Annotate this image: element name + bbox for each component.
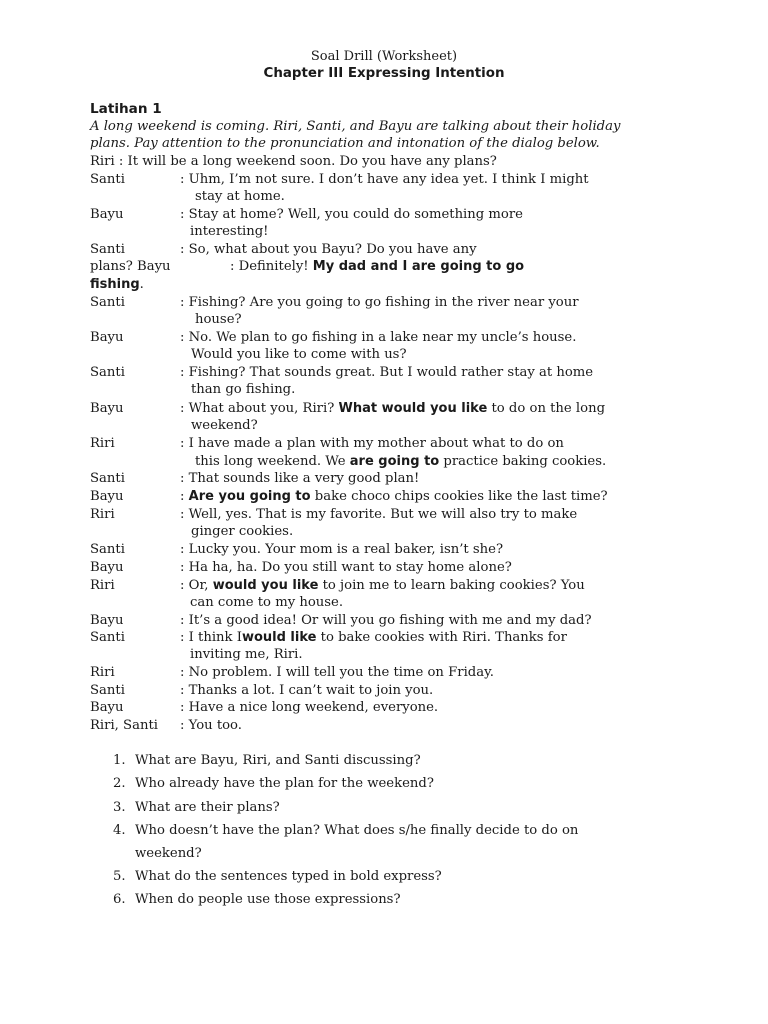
- dialog-line: [90, 578, 585, 596]
- dialog-line: [90, 507, 578, 525]
- bold-expression: Are you going to: [188, 489, 311, 504]
- chapter-title: Chapter III Expressing Intention: [263, 66, 505, 81]
- bold-expression: fishing: [90, 277, 140, 292]
- speaker: Santi: [90, 630, 125, 645]
- speaker: Riri: [90, 436, 115, 451]
- speaker: Bayu: [90, 560, 124, 575]
- bold-expression: are going to: [349, 454, 440, 469]
- intro-line-1: A long weekend is coming. Riri, Santi, and Bayu are talking about their holiday: [90, 119, 621, 134]
- utterance: inviting me, Riri.: [190, 647, 303, 662]
- speaker: Santi: [90, 172, 125, 187]
- speaker: Santi: [90, 683, 125, 698]
- utterance: weekend?: [191, 418, 258, 433]
- utterance: : Or,: [180, 578, 209, 593]
- utterance: : Ha ha, ha. Do you still want to stay home alone?: [180, 560, 512, 575]
- utterance: .: [139, 277, 144, 292]
- utterance: bake choco chips cookies like the last time?: [314, 489, 608, 504]
- utterance: : Uhm, I’m not sure. I don’t have any idea yet. I think I might: [180, 172, 589, 187]
- utterance: : No. We plan to go fishing in a lake near my uncle’s house.: [180, 330, 577, 345]
- utterance: : You too.: [180, 718, 242, 733]
- speaker: Riri: [90, 578, 115, 593]
- utterance: practice baking cookies.: [443, 454, 607, 469]
- speaker: Bayu: [90, 207, 124, 222]
- dialog-line: [90, 207, 523, 225]
- document-title: Soal Drill (Worksheet): [310, 49, 458, 64]
- section-heading: Latihan 1: [90, 101, 162, 117]
- utterance: : Definitely!: [230, 259, 309, 274]
- speaker: Santi: [90, 471, 125, 486]
- dialog-line: [90, 172, 589, 190]
- utterance: plans? Bayu: [90, 259, 171, 274]
- utterance: : Fishing? Are you going to go fishing in the river near your: [180, 295, 579, 310]
- speaker: Riri, Santi: [90, 718, 158, 733]
- dialog-line: [90, 242, 477, 260]
- utterance: :: [180, 489, 185, 504]
- dialog-line: [90, 542, 504, 560]
- utterance: : So, what about you Bayu? Do you have any: [180, 242, 477, 257]
- utterance: : Well, yes. That is my favorite. But we will also try to make: [180, 507, 578, 522]
- dialog-line: [90, 471, 420, 489]
- dialog-line: [90, 560, 512, 578]
- utterance: : That sounds like a very good plan!: [180, 471, 420, 486]
- utterance: to bake cookies with Riri. Thanks for: [316, 630, 567, 645]
- intro-line-2: plans. Pay attention to the pronunciation and intonation of the dialog below.: [90, 136, 600, 151]
- utterance: : Lucky you. Your mom is a real baker, isn’t she?: [180, 542, 504, 557]
- dialog-line: [90, 665, 494, 683]
- speaker: Bayu: [90, 700, 124, 715]
- utterance: Would you like to come with us?: [191, 347, 407, 362]
- speaker: Santi: [90, 542, 125, 557]
- bold-expression: My dad and I are going to go: [312, 259, 525, 274]
- speaker: Santi: [90, 365, 125, 380]
- utterance: house?: [195, 312, 242, 327]
- dialog-line: [90, 700, 439, 718]
- dialog-line: [90, 365, 594, 383]
- dialog-line: [90, 277, 144, 295]
- speaker: Bayu: [90, 489, 124, 504]
- speaker: Santi: [90, 295, 125, 310]
- utterance: this long weekend. We: [195, 454, 346, 469]
- utterance: : Stay at home? Well, you could do something more: [180, 207, 523, 222]
- dialog-line: [90, 259, 525, 277]
- speaker: Riri: [90, 507, 115, 522]
- bold-expression: would like: [241, 630, 317, 645]
- dialog-line: [90, 683, 434, 701]
- dialog-line: [90, 330, 577, 348]
- utterance: : It’s a good idea! Or will you go fishing with me and my dad?: [180, 613, 592, 628]
- bold-expression: would you like: [212, 578, 319, 593]
- speaker: Santi: [90, 242, 125, 257]
- utterance: : Thanks a lot. I can’t wait to join you.: [180, 683, 434, 698]
- dialog-line: [90, 295, 579, 313]
- utterance: stay at home.: [195, 189, 285, 204]
- utterance: to join me to learn baking cookies? You: [322, 578, 585, 593]
- utterance: than go fishing.: [191, 382, 296, 397]
- dialog-line: [90, 401, 606, 419]
- utterance: : Have a nice long weekend, everyone.: [180, 700, 439, 715]
- dialog-line: [90, 613, 592, 631]
- utterance: : No problem. I will tell you the time on Friday.: [180, 665, 494, 680]
- bold-expression: What would you like: [338, 401, 488, 416]
- dialog-line: Riri : It will be a long weekend soon. Do you have any plans?: [90, 154, 497, 169]
- utterance: interesting!: [190, 224, 269, 239]
- utterance: : Fishing? That sounds great. But I would rather stay at home: [180, 365, 594, 380]
- speaker: Riri: [90, 665, 115, 680]
- utterance: : I think I: [180, 630, 242, 645]
- worksheet-page: Soal Drill (Worksheet) Chapter III Expressing Intention Latihan 1 A long weekend is coming. Riri, Santi, and Bayu are talking about their holiday plans. Pay attention to the pronunciation and intonation of the dialog below. Riri : It will be a long weekend soon. Do you have any plans? Santi : Uhm, I’m not sure. I don’t have any idea yet. I think I might stay at home. Bayu : Stay at home? Well, you could do something more interesting! Santi : So, what about you Bayu? Do you have any plans? Bayu : Definitely! My dad and I are going to go fishing. Santi : Fishing? Are you going to go fishing in the river near your house? Bayu : No. We plan to go fishing in a lake near my uncle’s house. Would you like to come with us? Santi : Fishing? That sounds great. But I would rather stay at home than go fishing. Bayu : What about you, Riri? What would you like to do on the long weekend? Riri : I have made a plan with my mother about what to do on this long weekend. We are going to practice baking cookies. Santi : That sounds like a very good plan! Bayu : Are you going to bake choco chips cookies like the last time? Riri : Well, yes. That is my favorite. But we will also try to make ginger cookies. Santi : Lucky you. Your mom is a real baker, isn’t she? Bayu : Ha ha, ha. Do you still want to stay home alone? Riri : Or, would you like to join me to learn baking cookies? You can come to my house. Bayu : It’s a good idea! Or will you go fishing with me and my dad? Santi : I think Iwould like to bake cookies with Riri. Thanks for inviting me, Riri. Riri : No problem. I will tell you the time on Friday. Santi : Thanks a lot. I can’t wait to join you. Bayu : Have a nice long weekend, everyone. Riri, Santi : You too. 1. What are Bayu, Riri, and Santi discussing? 2. Who already have the plan for the weekend? 3. What are their plans? 4. Who doesn’t have the plan? What does s/he finally decide to do on weekend? 5. What do the sentences typed in bold express? 6. When do people use those expressions?: [0, 0, 768, 1024]
- dialog-line: [90, 436, 564, 454]
- dialog-line: [90, 630, 567, 648]
- utterance: can come to my house.: [190, 595, 344, 610]
- dialog-line: [90, 489, 608, 507]
- dialog-line: [90, 718, 242, 736]
- speaker: Bayu: [90, 613, 124, 628]
- utterance: to do on the long: [491, 401, 606, 416]
- utterance: : I have made a plan with my mother about what to do on: [180, 436, 564, 451]
- utterance: ginger cookies.: [191, 524, 294, 539]
- speaker: Bayu: [90, 330, 124, 345]
- speaker: Bayu: [90, 401, 124, 416]
- utterance: : What about you, Riri?: [180, 401, 335, 416]
